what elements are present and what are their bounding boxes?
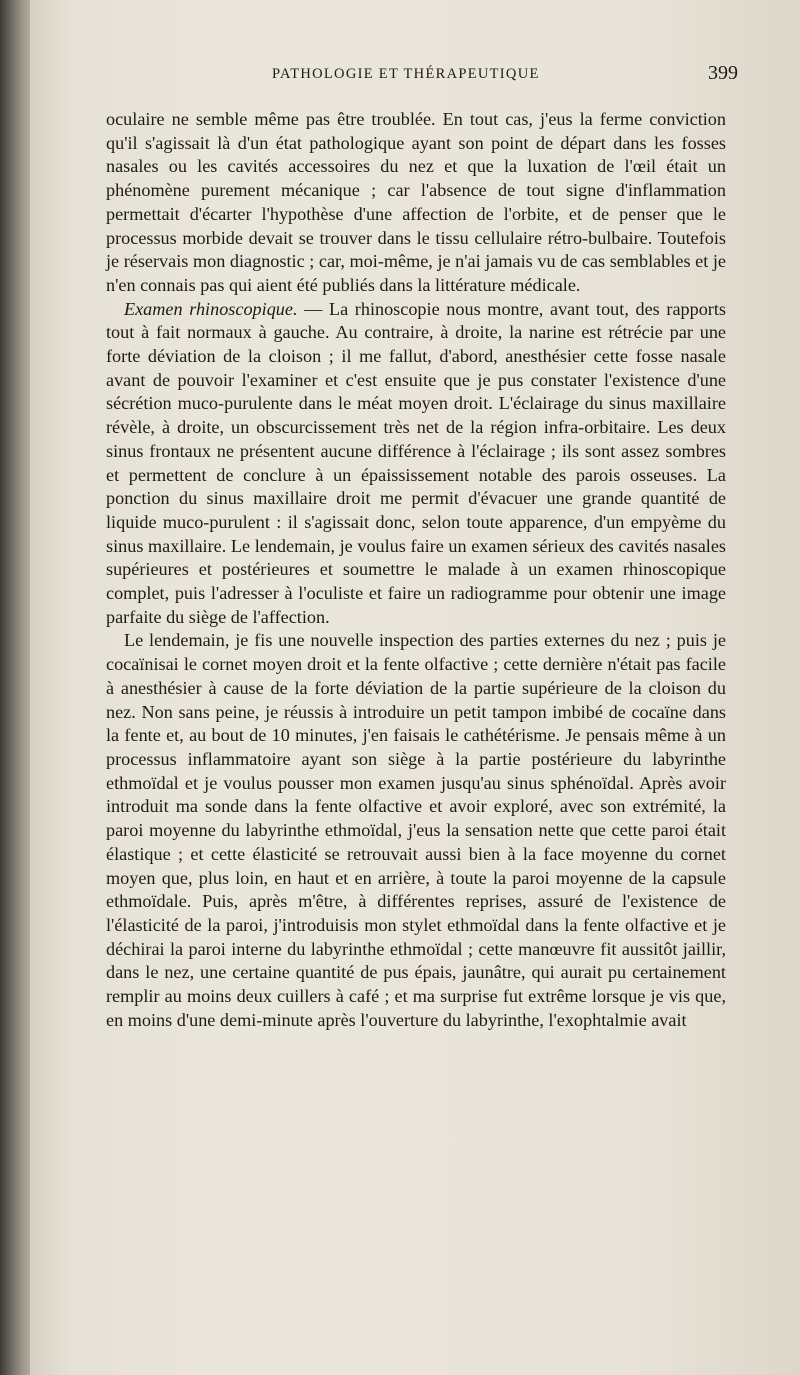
paragraph (106, 298, 726, 630)
body-text (106, 108, 726, 1032)
paragraph-text: — La rhinoscopie nous montre, avant tout, des rapports tout à fait normaux à gauche. Au contraire, à droite, la narine est rétrécie par une forte déviation de la cloison ; il me fallut, d'abord, anesthésier cette fosse nasale avant de pouvoir l'examiner et c'est ensuite que je pus constater l'existence d'une sécrétion muco-purulente dans le méat moyen droit. L'éclairage du sinus maxillaire révèle, à droite, un obscurcissement très net de la région infra-orbitaire. Les deux sinus frontaux ne présentent aucune différence à l'éclairage ; ils sont assez sombres et permettent de conclure à un épaississement notable des parois osseuses. La ponction du sinus maxillaire droit me permit d'évacuer une grande quantité de liquide muco-purulent : il s'agissait donc, selon toute apparence, d'un empyème du sinus maxillaire. Le lendemain, je voulus faire un examen sérieux des cavités nasales supérieures et postérieures et soumettre le malade à un examen rhinoscopique complet, puis l'adresser à l'oculiste et faire un radiogramme pour obtenir une image parfaite du siège de l'affection. (106, 298, 726, 627)
paragraph: Le lendemain, je fis une nouvelle inspection des parties externes du nez ; puis je cocaïnisai le cornet moyen droit et la fente olfactive ; cette dernière n'était pas facile à anesthésier à cause de la forte déviation de la partie supérieure de la cloison du nez. Non sans peine, je réussis à introduire un petit tampon imbibé de cocaïne dans la fente et, au bout de 10 minutes, j'en faisais le cathétérisme. Je pensais même à un processus inflammatoire ayant son siège à la partie postérieure du labyrinthe ethmoïdal et je voulus pousser mon examen jusqu'au sinus sphénoïdal. Après avoir introduit ma sonde dans la fente olfactive et avoir exploré, avec son extrémité, la paroi moyenne du labyrinthe ethmoïdal, j'eus la sensation nette que cette paroi était élastique ; et cette élasticité se retrouvait aussi bien à la face moyenne du cornet moyen que, plus loin, en haut et en arrière, à toute la paroi moyenne de la capsule ethmoïdale. Puis, après m'être, à différentes reprises, assuré de l'existence de l'élasticité de la paroi, j'introduisis mon stylet ethmoïdal dans la fente olfactive et je déchirai la paroi interne du labyrinthe ethmoïdal ; cette manœuvre fit aussitôt jaillir, dans le nez, une certaine quantité de pus épais, jaunâtre, qui aurait pu certainement remplir au moins deux cuillers à café ; et ma surprise fut extrême lorsque je vis que, en moins d'une demi-minute après l'ouverture du labyrinthe, l'exophtalmie avait (106, 630, 726, 1030)
running-title: PATHOLOGIE ET THÉRAPEUTIQUE (272, 66, 540, 82)
paragraph: oculaire ne semble même pas être troublée. En tout cas, j'eus la ferme conviction qu'il s'agissait là d'un état pathologique ayant son point de départ dans les fosses nasales ou les cavités accessoires du nez et que la luxation de l'œil était un phénomène purement mécanique ; car l'absence de tout signe d'inflammation permettait d'écarter l'hypothèse d'une affection de l'orbite, et de penser que le processus morbide devait se trouver dans le tissu cellulaire rétro-bulbaire. Toutefois je réservais mon diagnostic ; car, moi-même, je n'ai jamais vu de cas semblables et je n'en connais pas qui aient été publiés dans la littérature médicale. (106, 109, 726, 295)
section-heading: Examen rhinoscopique. (124, 298, 298, 319)
page-header (272, 62, 738, 90)
page-number: 399 (708, 62, 738, 84)
book-page (30, 0, 800, 1375)
